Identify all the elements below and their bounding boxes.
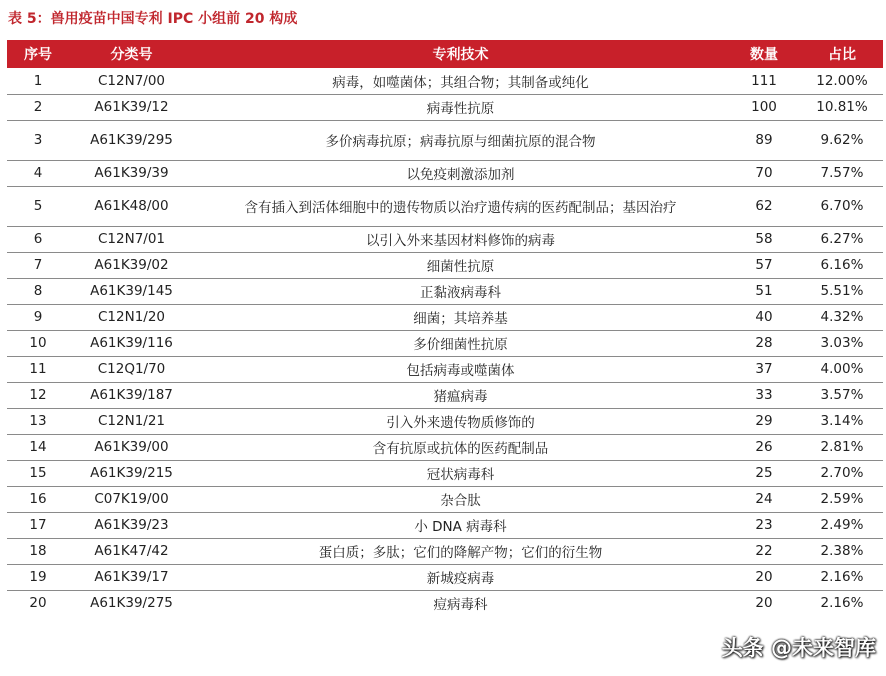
cell-count: 57 [727, 252, 801, 278]
cell-class-code: A61K48/00 [69, 186, 194, 226]
cell-count: 22 [727, 538, 801, 564]
cell-technology: 含有插入到活体细胞中的遗传物质以治疗遗传病的医药配制品；基因治疗 [194, 186, 727, 226]
cell-share: 10.81% [801, 94, 883, 120]
cell-class-code: C12N7/01 [69, 226, 194, 252]
cell-count: 40 [727, 304, 801, 330]
cell-index: 9 [7, 304, 69, 330]
cell-index: 5 [7, 186, 69, 226]
cell-index: 2 [7, 94, 69, 120]
cell-technology: 包括病毒或噬菌体 [194, 356, 727, 382]
cell-technology: 小 DNA 病毒科 [194, 512, 727, 538]
cell-share: 4.00% [801, 356, 883, 382]
cell-index: 18 [7, 538, 69, 564]
cell-technology: 病毒，如噬菌体；其组合物；其制备或纯化 [194, 68, 727, 94]
cell-share: 6.70% [801, 186, 883, 226]
table-row [7, 408, 883, 434]
cell-technology: 细菌；其培养基 [194, 304, 727, 330]
cell-share: 7.57% [801, 160, 883, 186]
cell-share: 3.03% [801, 330, 883, 356]
cell-technology: 新城疫病毒 [194, 564, 727, 590]
cell-class-code: A61K39/275 [90, 595, 173, 612]
cell-class-code: A61K39/215 [69, 460, 194, 486]
cell-count: 23 [727, 512, 801, 538]
header-technology: 专利技术 [194, 40, 727, 68]
cell-class-code: C12N1/20 [69, 304, 194, 330]
cell-technology: 以引入外来基因材料修饰的病毒 [194, 226, 727, 252]
cell-count: 24 [727, 486, 801, 512]
cell-index: 11 [7, 356, 69, 382]
cell-share: 2.16% [820, 595, 864, 612]
cell-count: 29 [727, 408, 801, 434]
cell-class-code: C07K19/00 [69, 486, 194, 512]
cell-class-code: C12N7/00 [69, 68, 194, 94]
cell-technology: 蛋白质；多肽；它们的降解产物；它们的衍生物 [194, 538, 727, 564]
cell-technology: 杂合肽 [194, 486, 727, 512]
table-row [7, 564, 883, 590]
cell-class-code: A61K39/17 [69, 564, 194, 590]
cell-count: 100 [727, 94, 801, 120]
header-index: 序号 [7, 40, 69, 68]
table-body [7, 68, 883, 616]
cell-count: 111 [727, 68, 801, 94]
cell-index: 20 [29, 595, 47, 612]
cell-class-code: A61K39/145 [69, 278, 194, 304]
table-row [7, 304, 883, 330]
cell-technology: 引入外来遗传物质修饰的 [194, 408, 727, 434]
cell-technology: 多价细菌性抗原 [194, 330, 727, 356]
cell-share: 2.16% [801, 564, 883, 590]
cell-class-code: A61K47/42 [69, 538, 194, 564]
cell-class-code: C12Q1/70 [69, 356, 194, 382]
header-class-code: 分类号 [69, 40, 194, 68]
cell-share: 2.81% [801, 434, 883, 460]
table-row [7, 434, 883, 460]
table-row [7, 94, 883, 120]
cell-count: 28 [727, 330, 801, 356]
table-row [7, 382, 883, 408]
cell-share: 3.57% [801, 382, 883, 408]
table-row [7, 486, 883, 512]
cell-share: 2.38% [801, 538, 883, 564]
cell-technology: 冠状病毒科 [194, 460, 727, 486]
cell-share: 2.49% [801, 512, 883, 538]
table-row [7, 512, 883, 538]
cell-class-code: A61K39/02 [69, 252, 194, 278]
cell-index: 13 [7, 408, 69, 434]
cell-index: 17 [7, 512, 69, 538]
cell-count: 89 [727, 120, 801, 160]
cell-index: 12 [7, 382, 69, 408]
cell-count: 26 [727, 434, 801, 460]
cell-class-code: A61K39/23 [69, 512, 194, 538]
table-row [7, 538, 883, 564]
cell-technology: 痘病毒科 [433, 597, 488, 614]
cell-share: 9.62% [801, 120, 883, 160]
cell-technology: 细菌性抗原 [194, 252, 727, 278]
table-row [7, 186, 883, 226]
cell-index: 19 [7, 564, 69, 590]
table-row [7, 120, 883, 160]
cell-technology: 多价病毒抗原；病毒抗原与细菌抗原的混合物 [194, 120, 727, 160]
cell-index: 8 [7, 278, 69, 304]
cell-count: 25 [727, 460, 801, 486]
cell-class-code: A61K39/00 [69, 434, 194, 460]
cell-count: 62 [727, 186, 801, 226]
header-count: 数量 [727, 40, 801, 68]
cell-technology: 正黏液病毒科 [194, 278, 727, 304]
cell-class-code: A61K39/12 [69, 94, 194, 120]
cell-index: 7 [7, 252, 69, 278]
cell-count: 70 [727, 160, 801, 186]
cell-technology: 含有抗原或抗体的医药配制品 [194, 434, 727, 460]
cell-index: 10 [7, 330, 69, 356]
table-row [7, 160, 883, 186]
cell-count: 37 [727, 356, 801, 382]
cell-class-code: A61K39/295 [69, 120, 194, 160]
cell-technology: 病毒性抗原 [194, 94, 727, 120]
cell-index: 14 [7, 434, 69, 460]
cell-share: 6.16% [801, 252, 883, 278]
cell-class-code: A61K39/187 [69, 382, 194, 408]
cell-count: 51 [727, 278, 801, 304]
cell-index: 15 [7, 460, 69, 486]
table-row [7, 278, 883, 304]
cell-count: 33 [727, 382, 801, 408]
cell-share: 5.51% [801, 278, 883, 304]
cell-share: 2.59% [801, 486, 883, 512]
table-row [7, 68, 883, 94]
table-row [7, 460, 883, 486]
cell-count: 58 [727, 226, 801, 252]
table-row [7, 330, 883, 356]
table-row [7, 226, 883, 252]
table-header-row [7, 40, 883, 68]
table-row [7, 252, 883, 278]
cell-count: 20 [755, 595, 773, 612]
cell-class-code: A61K39/116 [69, 330, 194, 356]
cell-technology: 以免疫刺激添加剂 [194, 160, 727, 186]
cell-class-code: A61K39/39 [69, 160, 194, 186]
table-row [7, 356, 883, 382]
table-row [7, 590, 883, 616]
patent-table [7, 40, 883, 616]
cell-index: 6 [7, 226, 69, 252]
cell-class-code: C12N1/21 [69, 408, 194, 434]
cell-index: 16 [7, 486, 69, 512]
cell-index: 1 [7, 68, 69, 94]
cell-index: 3 [7, 120, 69, 160]
cell-share: 4.32% [801, 304, 883, 330]
header-share: 占比 [801, 40, 883, 68]
table-caption: 表 5：兽用疫苗中国专利 IPC 小组前 20 构成 [8, 11, 298, 27]
cell-share: 6.27% [801, 226, 883, 252]
watermark: 头条 @未来智库 [721, 636, 876, 660]
cell-share: 3.14% [801, 408, 883, 434]
cell-share: 12.00% [801, 68, 883, 94]
cell-count: 20 [727, 564, 801, 590]
cell-index: 4 [7, 160, 69, 186]
cell-share: 2.70% [801, 460, 883, 486]
cell-technology: 猪瘟病毒 [194, 382, 727, 408]
